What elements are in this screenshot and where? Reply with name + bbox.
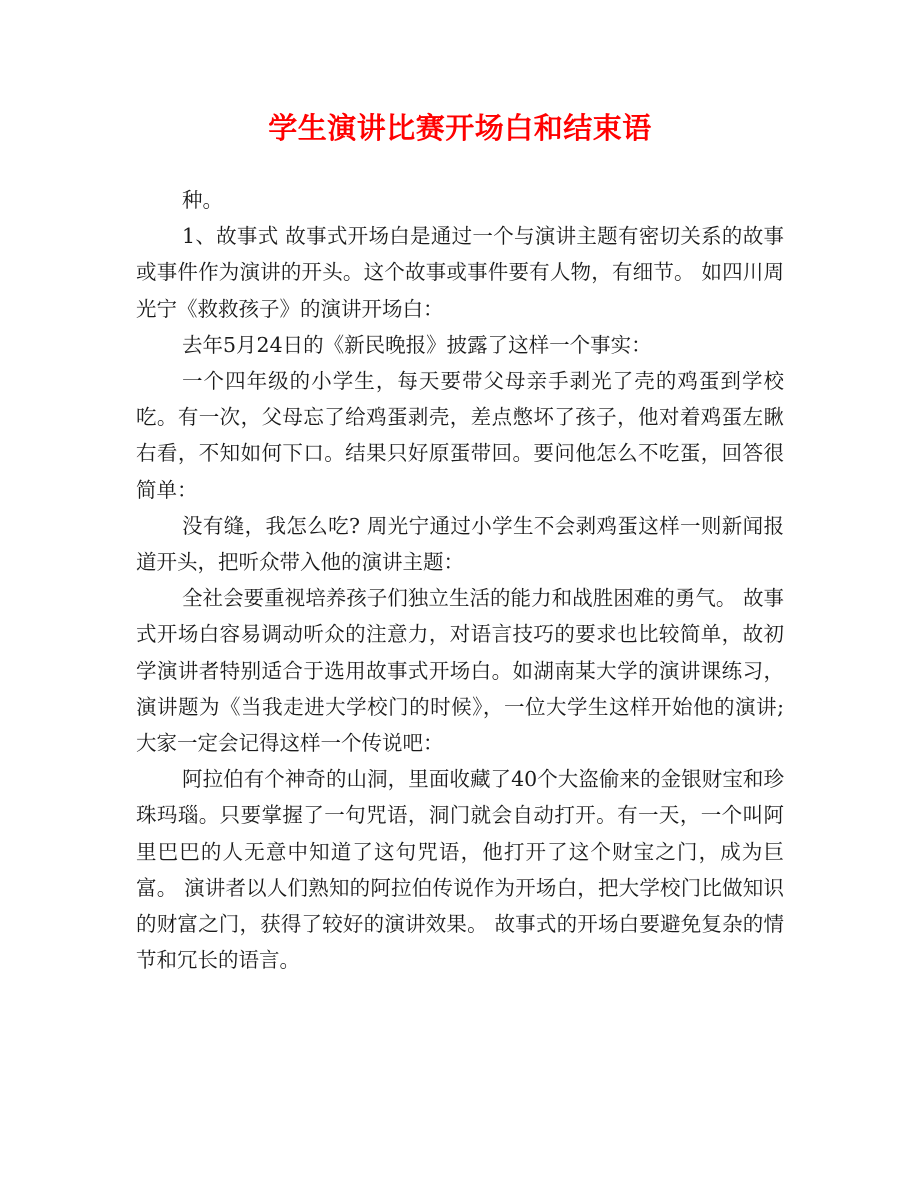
paragraph: 1、故事式 故事式开场白是通过一个与演讲主题有密切关系的故事或事件作为演讲的开头。这个故事或事件要有人物，有细节。 如四川周光宁《救救孩子》的演讲开场白： xyxy=(136,224,784,321)
paragraph: 阿拉伯有个神奇的山洞，里面收藏了40个大盗偷来的金银财宝和珍珠玛瑙。只要掌握了一句咒语，洞门就会自动打开。有一天，一个叫阿里巴巴的人无意中知道了这句咒语，他打开了这个财宝之门，成为巨富。 演讲者以人们熟知的阿拉伯传说作为开场白，把大学校门比做知识的财富之门，获得了较好的演讲效果。 故事式的开场白要避免复杂的情节和冗长的语言。 xyxy=(136,767,784,973)
document-body xyxy=(136,182,784,978)
paragraph: 去年5月24日的《新民晚报》披露了这样一个事实： xyxy=(182,332,652,357)
paragraph: 全社会要重视培养孩子们独立生活的能力和战胜困难的勇气。 故事式开场白容易调动听众的注意力，对语言技巧的要求也比较简单，故初学演讲者特别适合于选用故事式开场白。如湖南某大学的演讲课练习，演讲题为《当我走进大学校门的时候》，一位大学生这样开始他的演讲;大家一定会记得这样一个传说吧： xyxy=(136,586,784,756)
paragraph: 种。 xyxy=(182,188,223,212)
paragraph: 没有缝，我怎么吃? 周光宁通过小学生不会剥鸡蛋这样一则新闻报道开头，把听众带入他的演讲主题： xyxy=(136,513,784,575)
paragraph: 一个四年级的小学生，每天要带父母亲手剥光了壳的鸡蛋到学校吃。有一次，父母忘了给鸡蛋剥壳，差点憋坏了孩子，他对着鸡蛋左瞅右看，不知如何下口。结果只好原蛋带回。要问他怎么不吃蛋，回答很简单： xyxy=(136,369,784,502)
document-title: 学生演讲比赛开场白和结束语 xyxy=(268,111,652,145)
